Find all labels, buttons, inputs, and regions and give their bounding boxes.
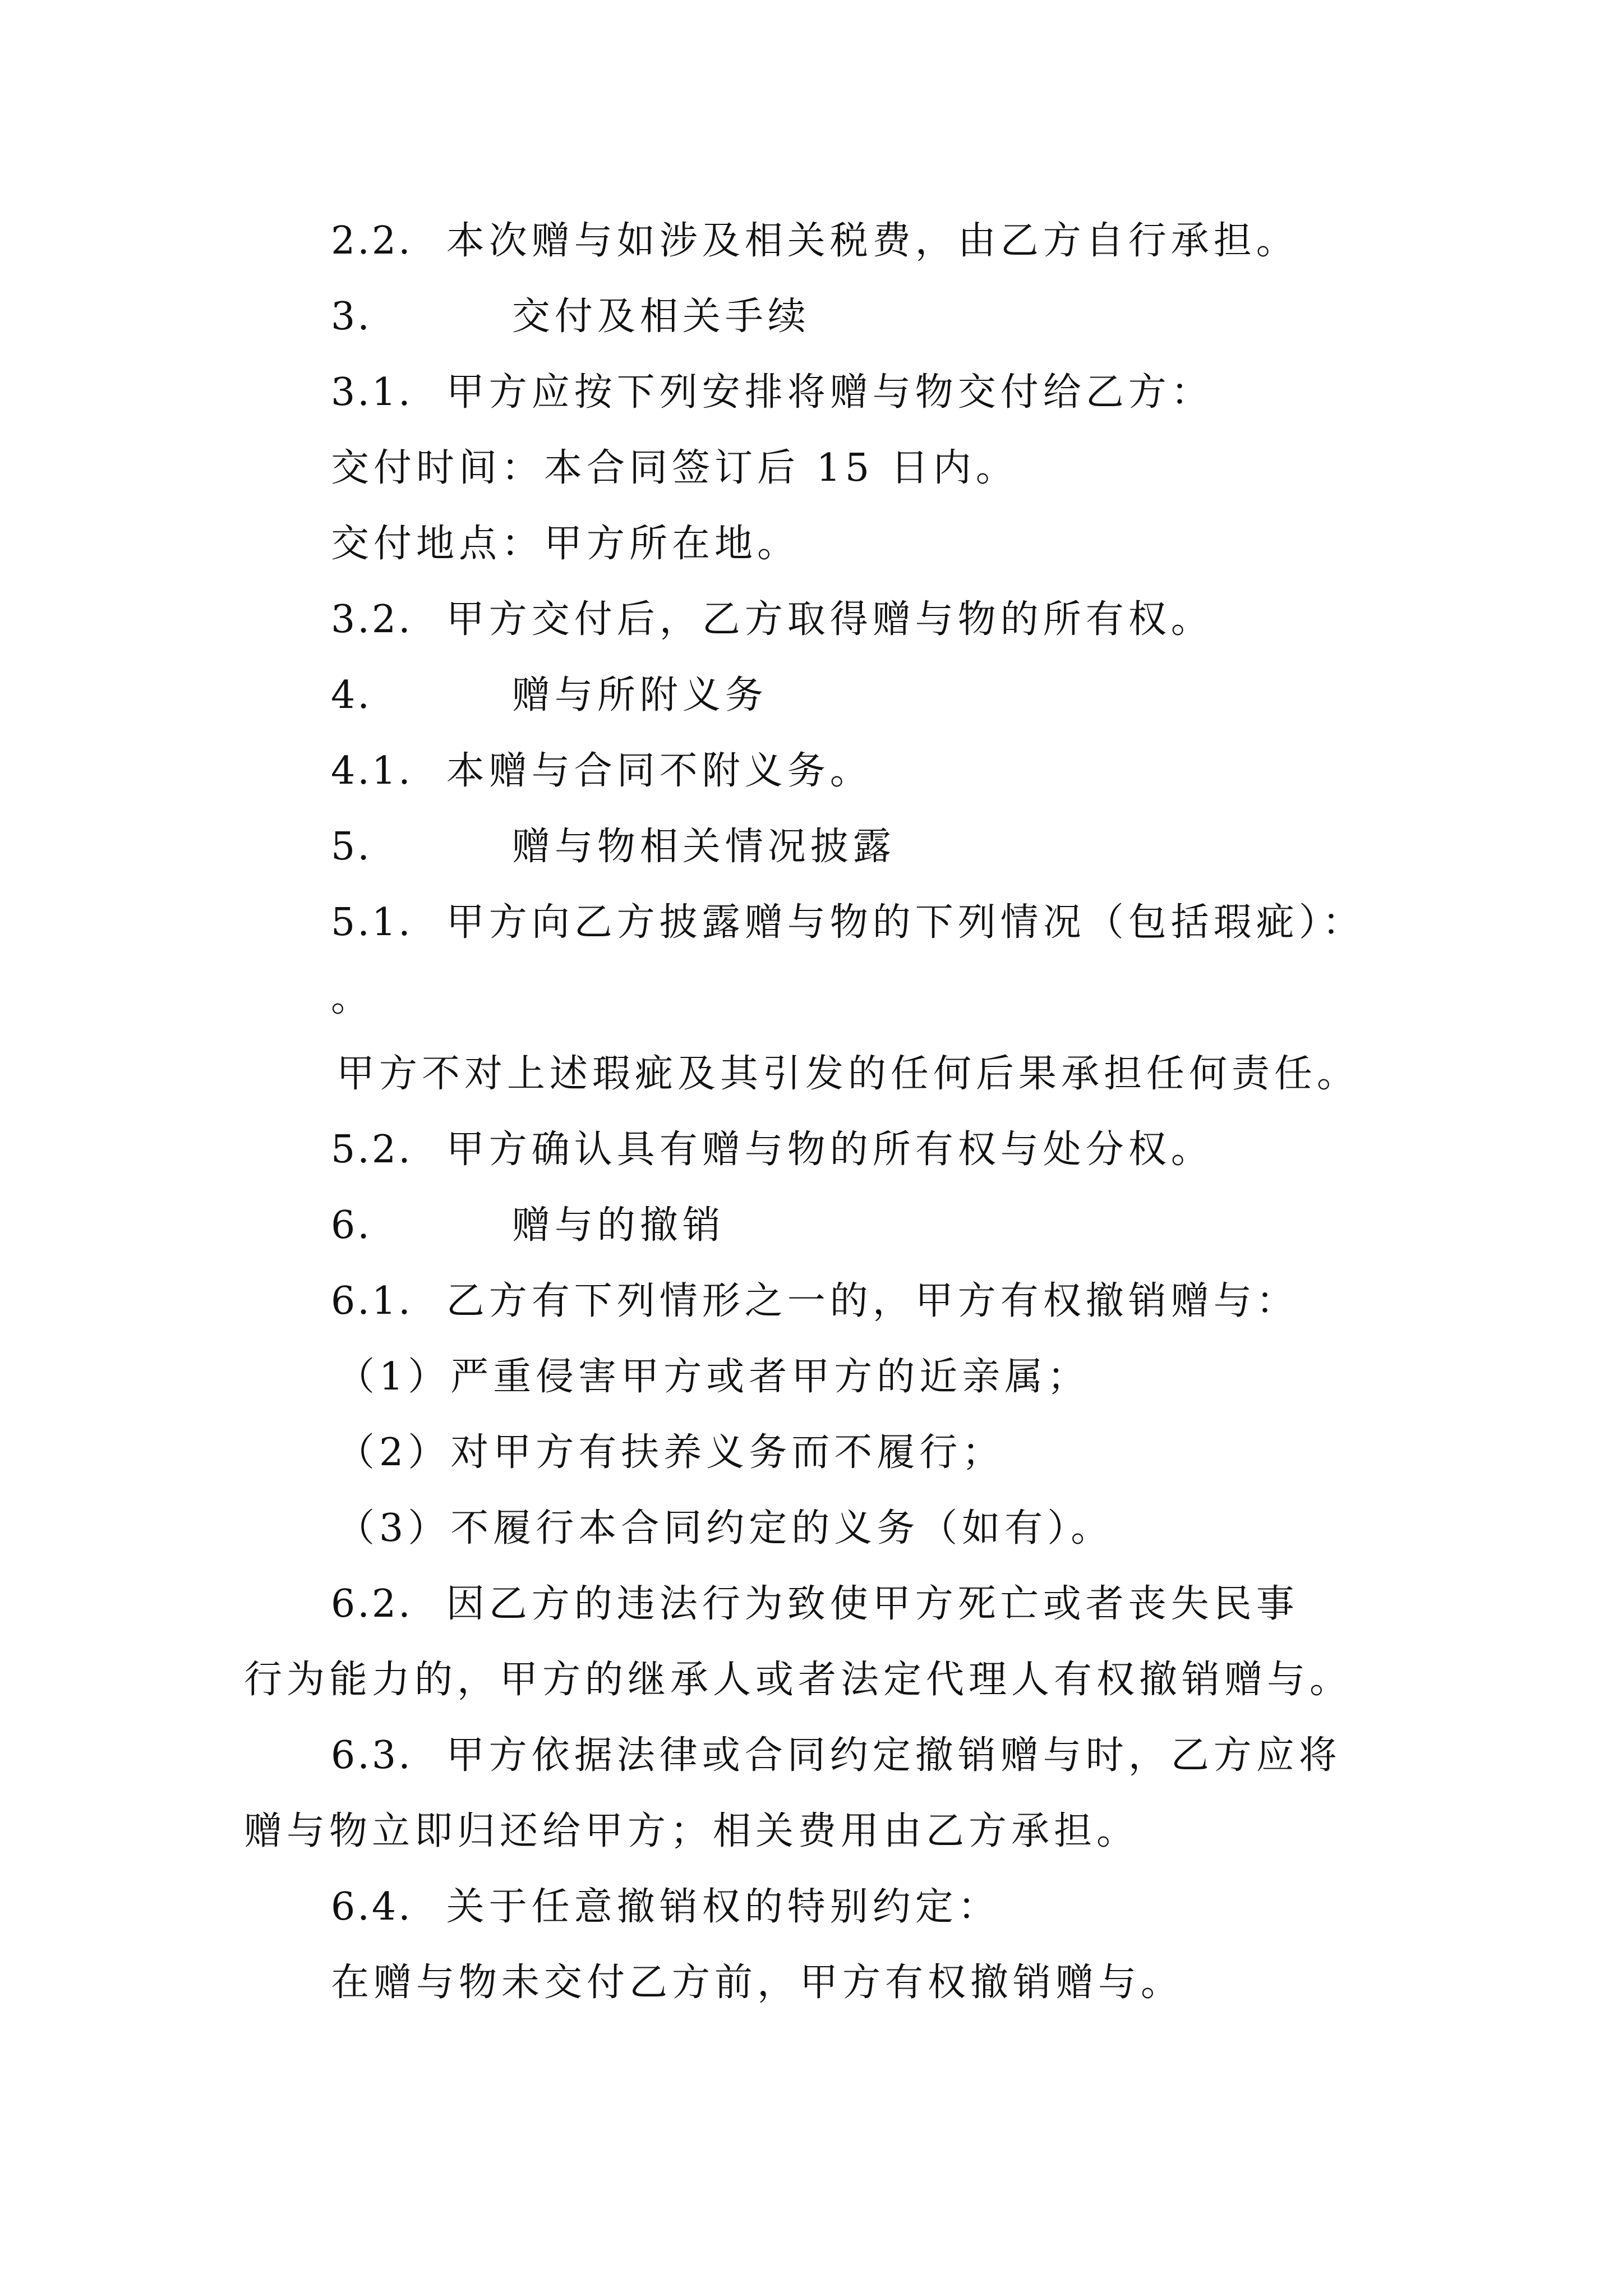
section-number: 6. [331, 1203, 372, 1248]
clause-number: 5.2. [331, 1128, 413, 1172]
disclosure-blank [331, 976, 374, 1021]
clause-number: 6.2. [331, 1582, 413, 1626]
section-number: 5. [331, 825, 372, 869]
clause-text: 乙方有下列情形之一的，甲方有权撤销赠与： [446, 1279, 1299, 1323]
clause-6-4 [331, 1885, 1000, 1930]
clause-6-2 [331, 1582, 1299, 1627]
list-item: （1）严重侵害甲方或者甲方的近亲属； [336, 1355, 1090, 1399]
clause-number: 3.2. [331, 597, 413, 642]
section-number: 3. [331, 295, 372, 339]
section-number: 4. [331, 673, 372, 717]
paragraph-text: 行为能力的，甲方的继承人或者法定代理人有权撤销赠与。 [244, 1658, 1353, 1702]
paragraph-text: 赠与物立即归还给甲方；相关费用由乙方承担。 [244, 1809, 1140, 1853]
clause-6-2-continued [244, 1658, 1352, 1703]
paragraph-text: 交付地点：甲方所在地。 [331, 522, 800, 566]
paragraph-text: 。 [331, 976, 374, 1020]
section-3-heading [331, 295, 810, 339]
section-title: 赠与的撤销 [511, 1203, 725, 1248]
clause-2-2 [331, 219, 1299, 264]
clause-number: 3.1. [331, 370, 413, 415]
clause-number: 6.4. [331, 1885, 413, 1929]
clause-3-1 [331, 370, 1214, 415]
clause-text: 因乙方的违法行为致使甲方死亡或者丧失民事 [446, 1582, 1299, 1626]
section-title: 交付及相关手续 [511, 295, 810, 339]
revocation-case-3 [336, 1506, 1113, 1551]
clause-4-1 [331, 749, 873, 794]
clause-number: 6.3. [331, 1733, 413, 1778]
clause-text: 甲方依据法律或合同约定撤销赠与时，乙方应将 [446, 1733, 1341, 1778]
section-title: 赠与所附义务 [511, 673, 768, 717]
list-item: （2）对甲方有扶养义务而不履行； [336, 1430, 1005, 1475]
clause-number: 6.1. [331, 1279, 413, 1323]
section-title: 赠与物相关情况披露 [511, 825, 896, 869]
clause-5-1 [331, 900, 1365, 945]
revocation-case-2 [336, 1430, 1004, 1475]
disclaimer [336, 1052, 1359, 1097]
paragraph-text: 甲方不对上述瑕疵及其引发的任何后果承担任何责任。 [336, 1052, 1360, 1096]
delivery-time [331, 446, 1018, 491]
clause-text: 甲方交付后，乙方取得赠与物的所有权。 [446, 597, 1214, 642]
clause-text: 甲方向乙方披露赠与物的下列情况（包括瑕疵）： [446, 900, 1365, 945]
paragraph-text: 在赠与物未交付乙方前，甲方有权撤销赠与。 [331, 1961, 1184, 2005]
clause-text: 甲方确认具有赠与物的所有权与处分权。 [446, 1128, 1214, 1172]
section-4-heading [331, 673, 768, 718]
clause-text: 关于任意撤销权的特别约定： [446, 1885, 1000, 1929]
clause-3-2 [331, 597, 1214, 642]
clause-text: 甲方应按下列安排将赠与物交付给乙方： [446, 370, 1214, 415]
paragraph-text: 交付时间：本合同签订后 15 日内。 [331, 446, 1018, 490]
clause-6-1 [331, 1279, 1299, 1324]
special-revocation-term [331, 1961, 1183, 2005]
clause-6-3 [331, 1733, 1341, 1778]
clause-5-2 [331, 1128, 1214, 1172]
clause-6-3-continued [244, 1809, 1139, 1854]
clause-number: 5.1. [331, 900, 413, 945]
clause-text: 本次赠与如涉及相关税费，由乙方自行承担。 [446, 219, 1299, 263]
section-5-heading [331, 825, 896, 869]
list-item: （3）不履行本合同约定的义务（如有）。 [336, 1506, 1114, 1550]
clause-number: 2.2. [331, 219, 413, 263]
delivery-place [331, 522, 800, 567]
section-6-heading [331, 1203, 725, 1248]
clause-text: 本赠与合同不附义务。 [446, 749, 873, 793]
revocation-case-1 [336, 1355, 1090, 1400]
clause-number: 4.1. [331, 749, 413, 793]
